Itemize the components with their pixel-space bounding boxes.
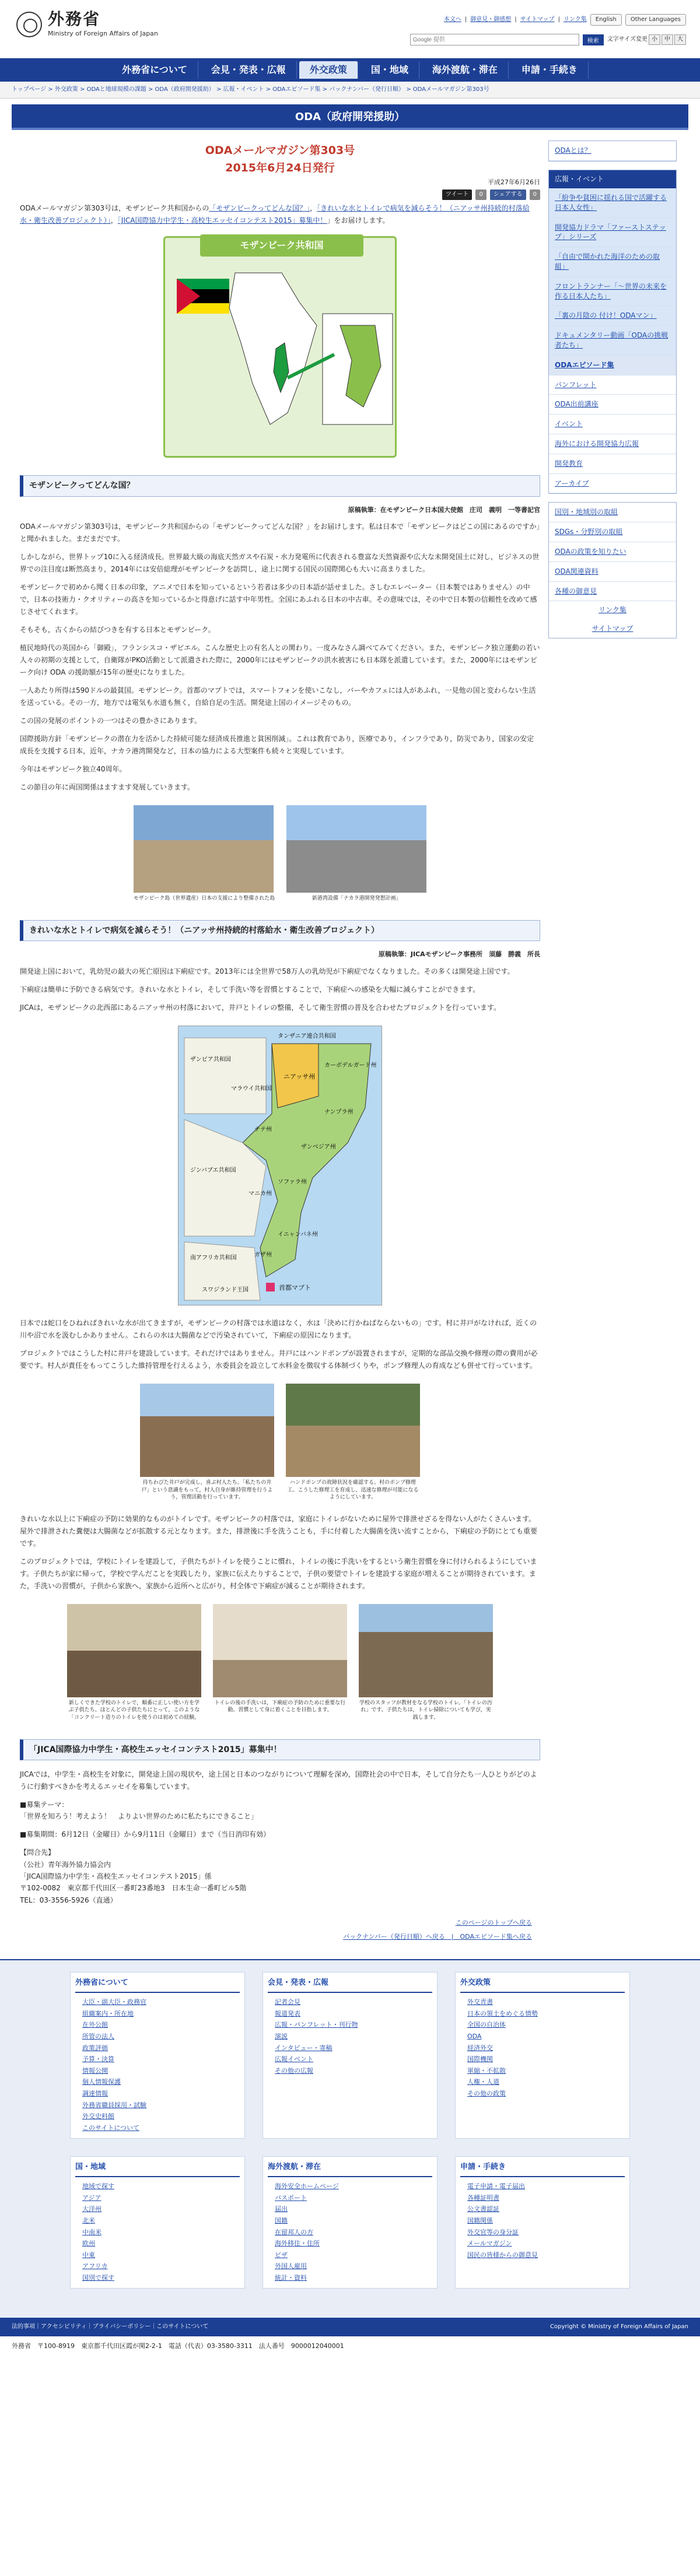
side-item[interactable]: 「裏の月陰の 付け！ODAマン」 bbox=[549, 306, 676, 326]
photo-toilet bbox=[67, 1604, 201, 1722]
side-item[interactable]: 「紛争や貧困に揺れる国で活躍する日本人女性」 bbox=[549, 188, 676, 218]
footer-link[interactable]: 広報・パンフレット・刊行物 bbox=[275, 2021, 358, 2029]
sec2-p6: きれいな水以上に下痢症の予防に効果的なものがトイレです。モザンビークの村落では，家庭にトイレがないために屋外で排泄せざるを得ない人がたくさんいます。屋外で排泄された糞便は大腸菌などが拡散する元となります。また，排泄後に手を洗うことも，手に付着した大腸菌を洗い流すことから，下痢症の予防にとても重要です。 bbox=[20, 1514, 538, 1547]
africa-map-graphic bbox=[165, 238, 395, 456]
section-heading-3: 「JICA国際協力中学生・高校生エッセイコンテスト2015」募集中！ bbox=[20, 1739, 540, 1760]
side-item[interactable]: ODAの政策を知りたい bbox=[549, 542, 676, 562]
tweet-count: 0 bbox=[475, 189, 486, 200]
photo-row-1 bbox=[20, 805, 540, 903]
footer-link[interactable]: 予算・決算 bbox=[82, 2055, 114, 2063]
footer-link[interactable]: このサイトについて bbox=[82, 2124, 140, 2132]
footer-link[interactable]: 日本の領土をめぐる情勢 bbox=[467, 2009, 538, 2017]
photo-caption: 待ちわびた井戸が完成し，喜ぶ村人たち。「私たちの井戸」という意識をもって，村人自身が維持管理を行うよう，管理活動を行っています。 bbox=[141, 1479, 273, 1501]
utility-links: 本文へ | 御意見・御感想 | サイトマップ | リンク集 English Other Languages bbox=[444, 14, 686, 26]
side-item-oda[interactable]: ODAとは？ bbox=[549, 141, 676, 161]
search-bar bbox=[410, 34, 686, 45]
font-mid-button[interactable]: 中 bbox=[662, 34, 673, 45]
photo-image bbox=[67, 1604, 201, 1697]
map-label: モザンビーク共和国 bbox=[200, 234, 363, 257]
page-top-link-text[interactable]: このページのトップへ戻る bbox=[455, 1919, 532, 1927]
font-large-button[interactable]: 大 bbox=[674, 34, 686, 45]
photo-fort bbox=[134, 805, 275, 903]
map-label-manica: マニカ州 bbox=[249, 1190, 272, 1197]
map-label-zambezia: ザンベジア州 bbox=[301, 1143, 336, 1150]
side-item[interactable]: フロントランナー「～世界の未来を作る日本人たち」 bbox=[549, 277, 676, 307]
footer-link[interactable]: 海外安全ホームページ bbox=[275, 2182, 339, 2191]
side-item[interactable]: イベント bbox=[549, 415, 676, 434]
footer-link[interactable]: アジア bbox=[82, 2194, 102, 2202]
sec1-p5: 植民地時代の英国から「御殿」，フランシスコ・ザビエル。こんな歴史上の有名人との関わり。一度みなさん調べてみてください。また，モザンビーク独立運動の若い人々の初期の支援として，自衛隊がPKO活動として派遣された際に，2000年にはモザンビークの洪水被害にも日本隊を派遣しています。また，2000年にはモザンビーク向け ODA の援助額が15年の歴史になりました。 bbox=[20, 644, 540, 677]
intro-paragraph bbox=[20, 202, 540, 227]
map-label-maputo: 首都マプト bbox=[279, 1283, 311, 1291]
contact-line: （公社）青年海外協力協会内 bbox=[20, 1860, 111, 1869]
footer-column-heading[interactable]: 海外渡航・滞在 bbox=[268, 2161, 432, 2177]
map-label-sofala: ソファラ州 bbox=[278, 1178, 307, 1185]
contact-block bbox=[20, 1847, 540, 1906]
footer-link[interactable]: 個人情報保護 bbox=[82, 2078, 121, 2086]
side-more-box bbox=[548, 502, 677, 638]
map-label-zimbabwe: ジンバブエ共和国 bbox=[190, 1167, 236, 1174]
share-buttons bbox=[20, 189, 540, 200]
map-label-inhambane: イニャンバネ州 bbox=[278, 1231, 318, 1238]
photo-caption: トイレの後の手洗いは，下痢症の予防のために重要な行動。習慣として身に着くことを目指します。 bbox=[214, 1700, 346, 1714]
period-text: ■募集期間：6月12日（金曜日）から9月11日（金曜日）まで（当日消印有効） bbox=[20, 1830, 271, 1839]
nav-procedures[interactable]: 申請・手続き bbox=[511, 61, 589, 79]
util-link-main[interactable]: 本文へ bbox=[443, 16, 461, 23]
other-languages-button[interactable]: Other Languages bbox=[625, 14, 686, 26]
footer-link[interactable]: 公文書認証 bbox=[467, 2205, 499, 2213]
footer-link[interactable]: 大臣・副大臣・政務官 bbox=[82, 1998, 146, 2006]
side-item[interactable]: ODA関連資料 bbox=[549, 562, 676, 582]
side-sitemap[interactable]: サイトマップ bbox=[592, 624, 634, 633]
map-label-malawi: マラウイ共和国 bbox=[231, 1085, 272, 1092]
footer-link[interactable]: 全国の自治体 bbox=[467, 2021, 506, 2029]
map-label-niassa: ニアッサ州 bbox=[284, 1072, 316, 1080]
contact-line: 〒102-0082 東京都千代田区一番町23番地3 日本生命一番町ビル5階 bbox=[20, 1884, 247, 1893]
publish-date: 平成27年6月26日 bbox=[488, 178, 540, 186]
footer-link[interactable]: 統計・資料 bbox=[275, 2273, 307, 2282]
nav-policy[interactable]: 外交政策 bbox=[299, 61, 358, 79]
footer-link[interactable]: 海外移住・住所 bbox=[275, 2240, 320, 2248]
footer-link[interactable]: 情報公開 bbox=[82, 2066, 108, 2075]
photo-cleaning bbox=[359, 1604, 493, 1722]
page-title: ODA（政府開発援助） bbox=[12, 104, 688, 130]
logo-japanese: 外務省 bbox=[48, 9, 101, 29]
footer-link[interactable]: 届出 bbox=[275, 2205, 288, 2213]
theme-heading: ■募集テーマ： bbox=[20, 1800, 69, 1809]
footer-column-heading[interactable]: 会見・発表・広報 bbox=[268, 1977, 432, 1993]
photo-caption: ハンドポンプの故障状況を確認する。村のポンプ修理工。こうした修理工を育成し，迅速な修理が可能になるようにしています。 bbox=[287, 1479, 419, 1501]
sec1-p8: 国際援助方針「モザンビークの潜在力を活かした持続可能な経済成長推進と貧困削減」。これは教育であり，医療であり，インフラであり，防災であり，国家の安定成長を支援する日本，近年，ナカラ港湾開発など，日本の協力による大型案件も続々と実現しています。 bbox=[20, 735, 534, 756]
font-small-button[interactable]: 小 bbox=[649, 34, 660, 45]
photo-handwash bbox=[213, 1604, 347, 1722]
intro-sep: ， bbox=[110, 216, 118, 225]
footer-row bbox=[70, 2156, 630, 2289]
english-button[interactable]: English bbox=[590, 14, 622, 26]
footer-link[interactable]: 人権・人道 bbox=[467, 2078, 499, 2086]
sec1-p6: 一人あたり所得は590ドルの最貧国。モザンビーク。首都のマプトでは，スマートフォンを使いこなし，バーやカフェには人があふれ，一見他の国と変わらない生活を送っている。その一方，地方では電気も水道も無く，自給自足の生活。開発途上国のイメージそのもの。 bbox=[20, 686, 536, 707]
map-label-gaza: ガザ州 bbox=[254, 1251, 272, 1258]
search-input[interactable] bbox=[410, 34, 579, 45]
sec2-p5: プロジェクトではこうした村に井戸を建設しています。それだけではありません。井戸にはハンドポンプが設置されますが，定期的な部品交換や修理の際の費用が必要です。村人が責任をもってこうした維持管理を行えるよう，水委員会を設立して水料金を徴収する体制づくりや，ポンプ修理人の育成なども併せて行っています。 bbox=[20, 1349, 538, 1370]
mozambique-province-map bbox=[178, 1026, 382, 1305]
copyright: Copyright © Ministry of Foreign Affairs of Japan bbox=[550, 2324, 688, 2331]
side-nav bbox=[548, 130, 677, 1942]
footer-column-heading[interactable]: 国・地域 bbox=[75, 2161, 240, 2177]
photo-image bbox=[213, 1604, 347, 1697]
province-map-graphic bbox=[178, 1026, 382, 1305]
site-footer bbox=[0, 1959, 700, 2318]
magazine-title: ODAメールマガジン第303号 bbox=[205, 144, 355, 157]
breadcrumb[interactable]: トップページ > 外交政策 > ODAと地球規模の課題 > ODA（政府開発援助） > 広報・イベント > ODAエピソード集 > バックナンバー（発行日順） > ODAメールマガジン第303号 bbox=[0, 82, 700, 99]
side-item[interactable]: SDGs・分野別の取組 bbox=[549, 522, 676, 542]
side-item[interactable]: アーカイブ bbox=[549, 474, 676, 494]
util-link-feedback[interactable]: 御意見・御感想 bbox=[470, 16, 512, 23]
site-header bbox=[0, 0, 700, 58]
photo-image bbox=[359, 1604, 493, 1697]
share-count: 0 bbox=[530, 189, 540, 200]
side-item[interactable]: ドキュメンタリー動画「ODAの挑戦者たち」 bbox=[549, 326, 676, 356]
sec1-p10: この節目の年に両国関係はますます発展していきます。 bbox=[20, 783, 195, 792]
photo-row-2 bbox=[20, 1384, 540, 1501]
footer-legal-links[interactable]: 法的事項｜アクセシビリティ｜プライバシーポリシー｜このサイトについて bbox=[12, 2324, 209, 2331]
sec1-p3: モザンビークで初めから聞く日本の印象，アニメで日本を知っているという若者は多少の日本語が話せました。さしむエレベーター（日本製ではありません）の中で，日本の技術力・クオリティーの高さを知っているかと得意げに話す中年男性。全国にあふれる日本の中古車。その意味では，その中で日本製の信頼性を改めて感じさせてくれます。 bbox=[20, 583, 537, 616]
sec2-p4: 日本では蛇口をひねればきれいな水が出てきますが，モザンビークの村落では水道はなく，水は「決めに行かねばならないもの」です。村に井戸がなければ，近くの川や沼で水を汲むしかありません。これらの水は大腸菌などで汚染されていて，下痢症の原因になります。 bbox=[20, 1318, 537, 1339]
side-item[interactable]: パンフレット bbox=[549, 375, 676, 395]
footer-column bbox=[455, 1972, 630, 2139]
font-size-label: 文字サイズ変更 bbox=[607, 36, 648, 43]
sec1-p7: この国の発展のポイントの一つはその豊かさにあります。 bbox=[20, 717, 202, 725]
footer-link[interactable]: 地域で探す bbox=[82, 2182, 114, 2191]
footer-column-heading[interactable]: 申請・手続き bbox=[460, 2161, 625, 2177]
footer-link[interactable]: メールマガジン bbox=[467, 2240, 512, 2248]
footer-link[interactable]: 中東 bbox=[82, 2251, 95, 2259]
photo-well bbox=[140, 1384, 274, 1501]
sec1-p9: 今年はモザンビーク独立40周年。 bbox=[20, 765, 127, 774]
map-label-tete: テテ州 bbox=[254, 1126, 272, 1133]
footer-link[interactable]: 北米 bbox=[82, 2216, 95, 2224]
facebook-share-button[interactable]: シェアする bbox=[490, 189, 526, 200]
footer-link[interactable]: 記者会見 bbox=[275, 1998, 300, 2006]
back-links-text[interactable]: バックナンバー（発行日順）へ戻る | ODAエピソード集へ戻る bbox=[343, 1932, 532, 1940]
footer-link[interactable]: 報道発表 bbox=[275, 2009, 300, 2017]
map-label-tanzania: タンザニア連合共和国 bbox=[278, 1033, 336, 1040]
photo-caption: 新港湾設備「ナカラ港開発発想計画」 bbox=[312, 896, 401, 902]
section-heading-1: モザンビークってどんな国？ bbox=[20, 475, 540, 496]
author-2: 原稿執筆：JICAモザンビーク事務所 須藤 勝義 所長 bbox=[378, 950, 540, 959]
footer-link[interactable]: 外務省職員採用・試験 bbox=[82, 2101, 146, 2109]
photo-caption: モザンビーク島（世界遺産）日本の支援により整備された島 bbox=[133, 896, 275, 902]
footer-link[interactable]: 電子申請・電子届出 bbox=[467, 2182, 525, 2191]
photo-image bbox=[286, 805, 426, 893]
footer-link[interactable]: 国民の皆様からの御意見 bbox=[467, 2251, 538, 2259]
sec2-p1: 開発途上国において，乳幼児の最大の死亡原因は下痢症です。2013年には全世界で58万人の乳幼児が下痢症でなくなりました。その多くは開発途上国です。 bbox=[20, 967, 514, 975]
side-item[interactable]: 海外における開発協力広報 bbox=[549, 434, 676, 454]
sec2-p2: 下痢症は簡単に予防できる病気です。きれいな水とトイレ，そして手洗い等を習慣とすることで，下痢症への感染を大幅に減らすことができます。 bbox=[20, 985, 480, 994]
mozambique-map bbox=[163, 236, 397, 458]
map-label-south-africa: 南アフリカ共和国 bbox=[190, 1254, 237, 1261]
side-item[interactable]: ODA出前講座 bbox=[549, 395, 676, 415]
photo-caption: 新しくできた学校のトイレで，順番に正しい使い方を学ぶ子供たち。ほとんどの子供たちにとって，このような「コンクリート造りのトイレを使うのは初めての経験。 bbox=[68, 1700, 200, 1721]
sec1-p4: そもそも，古くからの結びつきを有する日本とモザンビーク。 bbox=[20, 626, 215, 634]
side-item-current[interactable]: ODAエピソード集 bbox=[549, 356, 676, 375]
photo-pump bbox=[286, 1384, 420, 1501]
map-label-cabo: カーボデルガード州 bbox=[324, 1062, 377, 1069]
footer-link[interactable]: 広報イベント bbox=[275, 2055, 313, 2063]
footer-link[interactable]: 外交史料館 bbox=[82, 2112, 114, 2121]
nav-regions[interactable]: 国・地域 bbox=[360, 61, 419, 79]
util-link-sitemap[interactable]: サイトマップ bbox=[520, 16, 555, 23]
footer-column bbox=[70, 1972, 245, 2139]
side-item[interactable]: 開発教育 bbox=[549, 454, 676, 474]
side-events-box bbox=[548, 170, 677, 494]
footer-address: 外務省 〒100-8919 東京都千代田区霞が関2-2-1 電話（代表）03-3580-3311 法人番号 9000012040001 bbox=[0, 2336, 700, 2356]
section-heading-2: きれいな水とトイレで病気を減らそう！（ニアッサ州持続的村落給水・衛生改善プロジェクト） bbox=[20, 920, 540, 941]
intro-sep: ， bbox=[310, 204, 317, 213]
footer-link[interactable]: 在留邦人の方 bbox=[275, 2228, 313, 2236]
map-label-nampula: ナンプラ州 bbox=[324, 1108, 354, 1115]
side-heading: 広報・イベント bbox=[549, 170, 676, 188]
nav-about[interactable]: 外務省について bbox=[111, 61, 198, 79]
link-sec3[interactable]: 「JICA国際協力中学生・高校生エッセイコンテスト2015」募集中！ bbox=[117, 216, 327, 225]
intro-text: ODAメールマガジン第303号は，モザンビーク共和国からの bbox=[20, 204, 209, 213]
footer-link[interactable]: 欧州 bbox=[82, 2240, 95, 2248]
side-item[interactable]: 「自由で開かれた海洋のための取組」 bbox=[549, 247, 676, 277]
footer-link[interactable]: 外交青書 bbox=[467, 1998, 493, 2006]
side-item[interactable]: 各種の御意見 bbox=[549, 582, 676, 602]
util-link-links[interactable]: リンク集 bbox=[563, 16, 587, 23]
side-item[interactable]: 国別・地域別の取組 bbox=[549, 503, 676, 522]
footer-link[interactable]: 国籍 bbox=[275, 2216, 288, 2224]
footer-link[interactable]: その他の政策 bbox=[467, 2089, 506, 2097]
intro-text-end: 」をお届けします。 bbox=[327, 216, 390, 225]
footer-link[interactable]: 経済外交 bbox=[467, 2044, 493, 2052]
footer-column-heading[interactable]: 外務省について bbox=[75, 1977, 240, 1993]
footer-link[interactable]: 軍縮・不拡散 bbox=[467, 2066, 506, 2075]
footer-column bbox=[262, 1972, 438, 2139]
footer-link[interactable]: 各種証明書 bbox=[467, 2194, 499, 2202]
photo-image bbox=[134, 805, 274, 893]
footer-row bbox=[70, 1972, 630, 2139]
search-button[interactable]: 検索 bbox=[583, 34, 604, 45]
footer-link[interactable]: パスポート bbox=[275, 2194, 307, 2202]
photo-image bbox=[286, 1384, 420, 1477]
theme-text: 「世界を知ろう！考えよう！ よりよい世界のために私たちにできること」 bbox=[20, 1812, 258, 1821]
sec2-p7: このプロジェクトでは，学校にトイレを建設して，子供たちがトイレを使うことに慣れ，トイレの後に手洗いをするという衛生習慣を身に付けられるようにしています。子供たちが家に帰って，学校で学んだことを実践したり，家族に伝えたりすることで，子供の要望でトイレを建設する家庭が増えることが期待されています。また，手洗いの習慣が，子供から家族へ，家族から近所へと広がり，村全体で下痢症が減ることが期待されます。 bbox=[20, 1557, 537, 1590]
map-label-zambia: ザンビア共和国 bbox=[190, 1056, 231, 1063]
tweet-button[interactable]: ツイート bbox=[442, 189, 473, 200]
footer-link[interactable]: 国別で探す bbox=[82, 2273, 114, 2282]
footer-link[interactable]: 外交官等の身分証 bbox=[467, 2228, 519, 2236]
footer-column-heading[interactable]: 外交政策 bbox=[460, 1977, 625, 1993]
photo-row-3 bbox=[20, 1604, 540, 1722]
main-content bbox=[12, 130, 548, 1942]
sec3-p1: JICAでは，中学生・高校生を対象に，開発途上国の現状や，途上国と日本のつながりについて理解を深め，国際社会の中で日本，そして自分たち一人ひとりがどのように行動すべきかを考えるエッセイを募集しています。 bbox=[20, 1770, 537, 1791]
page-top-link[interactable] bbox=[20, 1918, 532, 1928]
footer-link[interactable]: 政策評価 bbox=[82, 2044, 108, 2052]
contact-line: 「JICA国際協力中学生・高校生エッセイコンテスト2015」係 bbox=[20, 1872, 212, 1881]
footer-link[interactable]: 演説 bbox=[275, 2033, 288, 2040]
photo-image bbox=[140, 1384, 274, 1477]
contact-heading: 【問合先】 bbox=[20, 1848, 55, 1857]
footer-link[interactable]: ビザ bbox=[275, 2251, 288, 2259]
site-logo[interactable] bbox=[16, 10, 158, 38]
footer-column bbox=[70, 2156, 245, 2289]
map-label-swaziland: スワジランド王国 bbox=[202, 1286, 249, 1293]
footer-bar bbox=[0, 2318, 700, 2336]
nav-press[interactable]: 会見・発表・広報 bbox=[201, 61, 297, 79]
footer-link[interactable]: その他の広報 bbox=[275, 2066, 313, 2075]
font-size-control bbox=[607, 34, 686, 45]
contact-line: TEL：03-3556-5926（直通） bbox=[20, 1896, 117, 1904]
footer-link[interactable]: 所管の法人 bbox=[82, 2033, 114, 2040]
sec1-p2: しかしながら，世界トップ10に入る経済成長。世界最大級の海底天然ガスや石炭・水力発電所に代表される豊富な天然資源や広大な未開発国土に対し，ビジネスの世界での注目度は断然高まり，2014年には安倍総理がモザンビークを訪問し，途上に関する国民の国際関心も大いに高まりました。 bbox=[20, 553, 540, 574]
footer-link[interactable]: 中南米 bbox=[82, 2228, 102, 2236]
link-sec2[interactable]: 「きれいな水とトイレで病気を減らそう！（ニアッサ州持続的村落給水・衛生改善プロジェクト）」 bbox=[20, 204, 530, 225]
photo-caption: 学校のスタッフが教材をなる学校のトイレ。「トイレの汚れ」です。子供たちは，トイレ掃除についても学び，実践します。 bbox=[359, 1700, 492, 1721]
author-1: 原稿執筆：在モザンビーク日本国大使館 庄司 義明 一等書記官 bbox=[348, 506, 540, 514]
footer-link[interactable]: 国籍関係 bbox=[467, 2216, 493, 2224]
emblem-icon bbox=[16, 12, 42, 37]
global-nav bbox=[0, 58, 700, 82]
nav-travel[interactable]: 海外渡航・滞在 bbox=[422, 61, 509, 79]
footer-link[interactable]: インタビュー・寄稿 bbox=[275, 2044, 332, 2052]
footer-link[interactable]: 外国人雇用 bbox=[275, 2262, 307, 2270]
logo-english: Ministry of Foreign Affairs of Japan bbox=[48, 29, 158, 37]
footer-link[interactable]: 調達情報 bbox=[82, 2089, 108, 2097]
link-sec1[interactable]: 「モザンビークってどんな国？」 bbox=[209, 204, 310, 213]
footer-link[interactable]: 国際機関 bbox=[467, 2055, 493, 2063]
side-top-box bbox=[548, 141, 677, 162]
footer-column bbox=[262, 2156, 438, 2289]
footer-column bbox=[455, 2156, 630, 2289]
side-item[interactable]: 開発協力ドラマ「ファーストステップ」シリーズ bbox=[549, 218, 676, 248]
back-links[interactable] bbox=[20, 1932, 532, 1942]
side-link-list[interactable]: リンク集 bbox=[598, 606, 626, 615]
footer-link[interactable]: 組織案内・所在地 bbox=[82, 2009, 134, 2017]
footer-link[interactable]: ODA bbox=[467, 2033, 482, 2040]
photo-port bbox=[286, 805, 426, 903]
footer-link[interactable]: アフリカ bbox=[82, 2262, 108, 2270]
footer-link[interactable]: 在外公館 bbox=[82, 2021, 108, 2029]
footer-link[interactable]: 大洋州 bbox=[82, 2205, 102, 2213]
sec2-p3: JICAは，モザンビークの北西部にあるニアッサ州の村落において，井戸とトイレの整備，そして衛生習慣の普及を合わせたプロジェクトを行っています。 bbox=[20, 1003, 501, 1012]
sec1-p1: ODAメールマガジン第303号は，モザンビーク共和国からの「モザンビークってどんな国？」をお届けします。私は日本で「モザンビークはどこの国にあるのですか」と聞かれました。まだまだです。 bbox=[20, 522, 540, 543]
magazine-issued: 2015年6月24日発行 bbox=[225, 162, 335, 175]
